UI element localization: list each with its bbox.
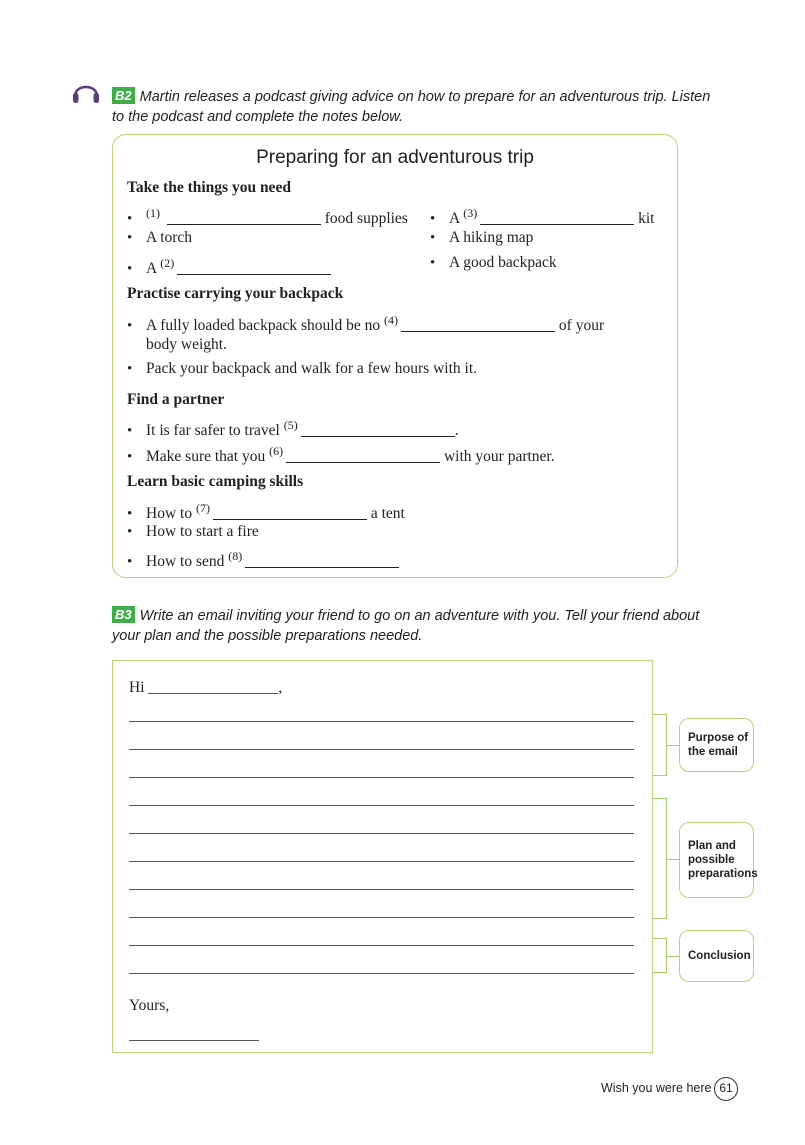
signature-line[interactable] xyxy=(129,1040,259,1041)
item-3: • A $^{(3)}$ kit xyxy=(430,206,655,227)
writing-line[interactable] xyxy=(129,833,634,834)
item-2: • A $^{(2)}$ xyxy=(127,253,331,279)
gap-2-blank[interactable] xyxy=(177,260,331,275)
headphones-icon xyxy=(71,78,101,106)
page-number: 61 xyxy=(714,1077,738,1101)
item-hiking-map: • A hiking map xyxy=(430,229,534,246)
item-fire: • How to start a fire xyxy=(127,523,259,540)
b3-instruction-line2: your plan and the possible preparations needed. xyxy=(112,628,423,644)
gap-8-blank[interactable] xyxy=(245,553,399,568)
bracket-conclusion xyxy=(653,938,667,973)
writing-line[interactable] xyxy=(129,945,634,946)
connector-purpose xyxy=(667,745,679,746)
gap-number-3: (3) xyxy=(463,206,478,220)
label-conclusion: Conclusion xyxy=(679,930,754,982)
item-5: • It is far safer to travel $^{(5)}$ . xyxy=(127,418,459,439)
writing-line[interactable] xyxy=(129,721,634,722)
b3-instruction-line1: Write an email inviting your friend to go on an adventure with you. Tell your friend about xyxy=(139,608,700,624)
section-heading-things: Take the things you need xyxy=(127,179,291,196)
bracket-purpose xyxy=(653,714,667,776)
writing-line[interactable] xyxy=(129,749,634,750)
item-1: • $^{(1)}$ food supplies xyxy=(127,206,408,227)
writing-line[interactable] xyxy=(129,777,634,778)
b3-badge: B3 xyxy=(112,606,135,623)
item-pack-walk: • Pack your backpack and walk for a few hours with it. xyxy=(127,360,477,377)
gap-number-4: (4) xyxy=(384,313,399,327)
gap-7-blank[interactable] xyxy=(213,505,367,520)
gap-number-6: (6) xyxy=(269,444,284,458)
section-heading-partner: Find a partner xyxy=(127,391,225,408)
item-4-continuation: body weight. xyxy=(146,336,227,353)
gap-4-blank[interactable] xyxy=(401,317,555,332)
gap-1-blank[interactable] xyxy=(167,210,321,225)
b2-instruction-line2: to the podcast and complete the notes below. xyxy=(112,109,404,125)
writing-line[interactable] xyxy=(129,805,634,806)
gap-5-blank[interactable] xyxy=(301,422,455,437)
label-plan: Plan and possible preparations xyxy=(679,822,754,898)
email-greeting: Hi , xyxy=(129,679,283,696)
b2-instruction-line1: Martin releases a podcast giving advice on how to prepare for an adventurous trip. Listen xyxy=(139,89,711,105)
email-writing-box xyxy=(112,660,653,1053)
b2-badge: B2 xyxy=(112,87,135,104)
writing-line[interactable] xyxy=(129,917,634,918)
gap-number-8: (8) xyxy=(228,549,243,563)
gap-number-1: (1) xyxy=(146,206,160,220)
gap-number-2: (2) xyxy=(160,256,175,270)
item-backpack: • A good backpack xyxy=(430,254,557,271)
footer-unit-title: Wish you were here xyxy=(601,1081,712,1095)
section-heading-camping: Learn basic camping skills xyxy=(127,473,304,490)
item-7: • How to $^{(7)}$ a tent xyxy=(127,501,405,522)
gap-3-blank[interactable] xyxy=(480,210,634,225)
section-heading-practise: Practise carrying your backpack xyxy=(127,285,344,302)
bracket-plan xyxy=(653,798,667,919)
item-torch: • A torch xyxy=(127,229,193,246)
item-4: • A fully loaded backpack should be no $^{(4)}$ of your xyxy=(127,313,605,334)
friend-name-blank[interactable] xyxy=(148,679,278,694)
label-purpose: Purpose of the email xyxy=(679,718,754,772)
email-closing: Yours, xyxy=(129,997,170,1014)
item-8: • How to send $^{(8)}$ xyxy=(127,546,399,572)
notes-title: Preparing for an adventurous trip xyxy=(256,147,534,168)
connector-plan xyxy=(667,859,679,860)
writing-line[interactable] xyxy=(129,861,634,862)
connector-conclusion xyxy=(667,956,679,957)
b2-instruction xyxy=(112,87,712,127)
gap-number-7: (7) xyxy=(195,501,210,515)
gap-number-5: (5) xyxy=(283,418,298,432)
gap-6-blank[interactable] xyxy=(286,448,440,463)
b3-instruction xyxy=(112,606,712,646)
item-6: • Make sure that you $^{(6)}$ with your partner. xyxy=(127,444,555,465)
writing-line[interactable] xyxy=(129,889,634,890)
writing-line[interactable] xyxy=(129,973,634,974)
